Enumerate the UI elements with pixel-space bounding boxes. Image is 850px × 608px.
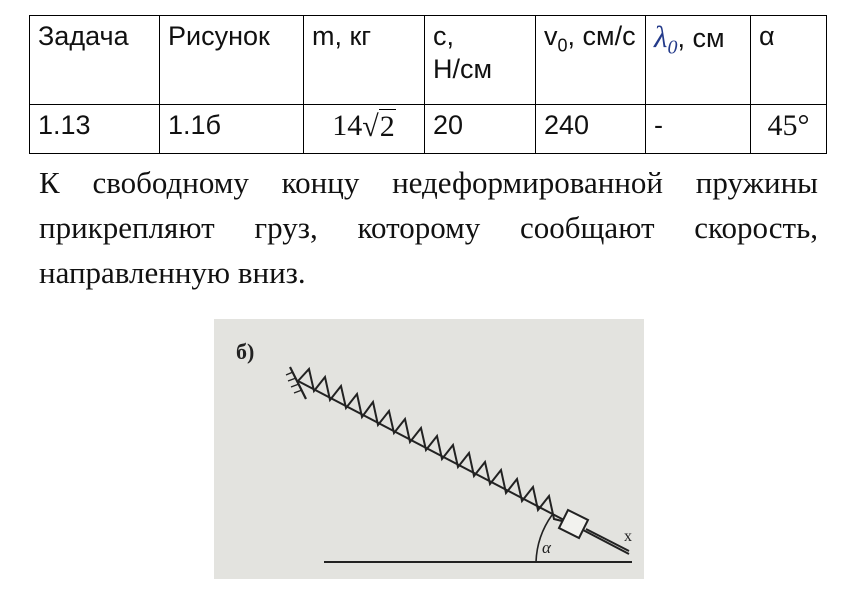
axis-x-label: x	[624, 528, 632, 545]
load-block	[559, 510, 588, 538]
header-figure: Рисунок	[160, 16, 304, 105]
header-mass: m, кг	[304, 16, 425, 105]
header-task: Задача	[30, 16, 160, 105]
x-axis	[586, 529, 629, 551]
cell-velocity: 240	[536, 105, 646, 154]
problem-statement: К свободному концу недеформированной пружины прикрепляют груз, которому сообщают скорость, направленную вниз.	[39, 165, 818, 290]
cell-stiffness: 20	[425, 105, 536, 154]
mass-coefficient: 14	[332, 109, 363, 142]
header-lambda: $\lambda_0$, см	[646, 16, 751, 105]
cell-mass	[304, 105, 425, 154]
table-header-row	[30, 16, 827, 105]
parameters-table	[29, 15, 827, 154]
mass-radicand: 2	[379, 110, 395, 143]
cell-angle: 45°	[751, 105, 827, 154]
sqrt-sign: √2	[362, 110, 395, 143]
table-value-row	[30, 105, 827, 154]
header-velocity: $v_0$, см/с	[536, 16, 646, 105]
angle-label: α	[542, 538, 551, 557]
cell-figure: 1.1б	[160, 105, 304, 154]
figure-photo	[214, 319, 644, 579]
header-stiffness: c, Н/см	[425, 16, 536, 105]
panel-label: б)	[236, 339, 255, 364]
spring-incline-diagram	[214, 319, 644, 579]
cell-task: 1.13	[30, 105, 160, 154]
cell-lambda: -	[646, 105, 751, 154]
header-angle: α	[751, 16, 827, 105]
